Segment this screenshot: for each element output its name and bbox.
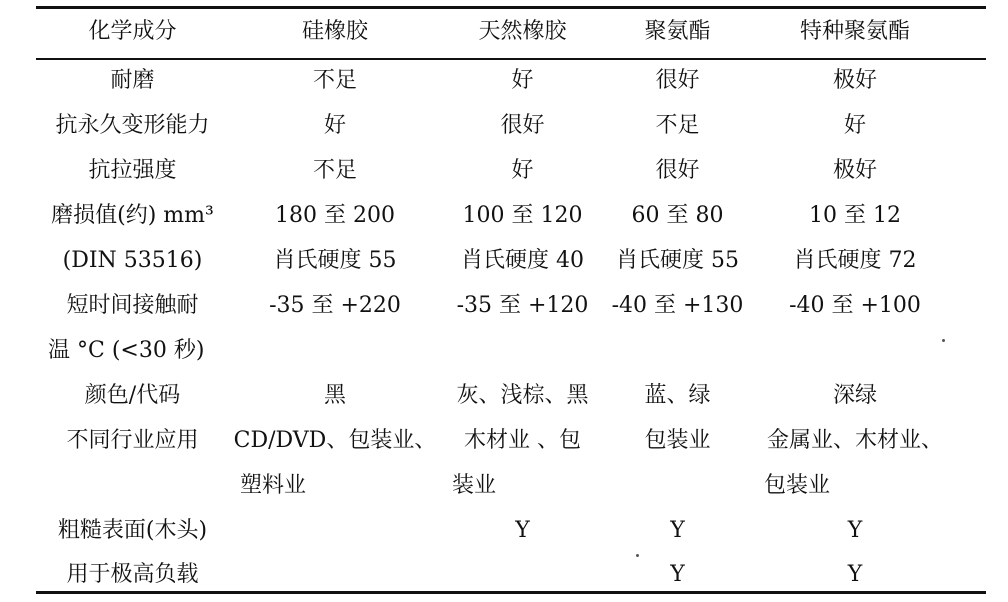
row-label: (DIN 53516) — [62, 248, 203, 273]
header-cell-polyurethane: 聚氨酯 — [644, 19, 711, 44]
row-label: 粗糙表面(木头) — [57, 518, 208, 543]
table-cell: 180 至 200 — [275, 203, 395, 228]
row-label: 抗拉强度 — [88, 158, 177, 183]
table-cell: Y — [670, 562, 685, 587]
table-cell: 灰、浅棕、黑 — [456, 383, 589, 408]
table-cell: 极好 — [832, 68, 877, 93]
table-cell: 很好 — [500, 113, 545, 138]
table-cell: 肖氏硬度 40 — [461, 248, 584, 273]
table-cell: 好 — [843, 113, 866, 138]
header-cell-special-polyurethane: 特种聚氨酯 — [799, 19, 910, 44]
row-label: 耐磨 — [110, 68, 155, 93]
table-cell: 包装业 — [764, 473, 831, 498]
table-cell: 肖氏硬度 55 — [273, 248, 397, 273]
row-label: 不同行业应用 — [66, 428, 199, 453]
table-bottom-rule — [36, 591, 986, 594]
table-cell: Y — [847, 518, 863, 543]
table-cell: 金属业、木材业、 — [766, 428, 943, 453]
table-cell: 黑 — [323, 383, 346, 408]
table-cell: 不足 — [655, 113, 700, 138]
header-cell-composition: 化学成分 — [88, 19, 177, 44]
table-cell: 很好 — [655, 158, 700, 183]
table-cell: 木材业 、包 — [464, 428, 581, 453]
table-cell: 不足 — [312, 158, 357, 183]
row-label: 抗永久变形能力 — [55, 113, 210, 138]
table-cell: Y — [670, 518, 685, 543]
table-cell: 肖氏硬度 55 — [616, 248, 739, 273]
table-cell: 60 至 80 — [631, 203, 724, 228]
table-cell: 塑料业 — [240, 473, 307, 498]
row-label: 短时间接触耐 — [66, 293, 199, 318]
row-label: 用于极高负载 — [66, 562, 199, 587]
row-label: 温 °C (<30 秒) — [48, 338, 205, 363]
table-cell: 很好 — [655, 68, 700, 93]
table-cell: 不足 — [312, 68, 357, 93]
table-cell: Y — [847, 562, 863, 587]
table-top-rule — [36, 6, 986, 9]
table-cell: 深绿 — [832, 383, 877, 408]
table-cell: -35 至 +220 — [269, 293, 401, 318]
table-cell: 好 — [323, 113, 346, 138]
scan-speck — [636, 554, 639, 557]
table-cell: 好 — [511, 158, 534, 183]
table-header-rule — [36, 58, 986, 60]
table-cell: 极好 — [832, 158, 877, 183]
header-cell-silicone: 硅橡胶 — [301, 19, 368, 44]
scan-speck — [942, 339, 945, 342]
table-cell: 10 至 12 — [809, 203, 901, 228]
header-cell-natural-rubber: 天然橡胶 — [478, 19, 567, 44]
table-cell: CD/DVD、包装业、 — [233, 428, 437, 453]
table-cell: 蓝、绿 — [644, 383, 711, 408]
table-cell: Y — [515, 518, 530, 543]
row-label: 磨损值(约) mm³ — [51, 203, 214, 228]
table-cell: -40 至 +100 — [789, 293, 921, 318]
row-label: 颜色/代码 — [84, 383, 181, 408]
table-cell: 肖氏硬度 72 — [793, 248, 917, 273]
table-cell: 好 — [511, 68, 534, 93]
table-cell: -35 至 +120 — [456, 293, 589, 318]
table-cell: -40 至 +130 — [611, 293, 744, 318]
table-cell: 包装业 — [644, 428, 711, 453]
table-cell: 装业 — [452, 473, 497, 498]
table-cell: 100 至 120 — [462, 203, 583, 228]
